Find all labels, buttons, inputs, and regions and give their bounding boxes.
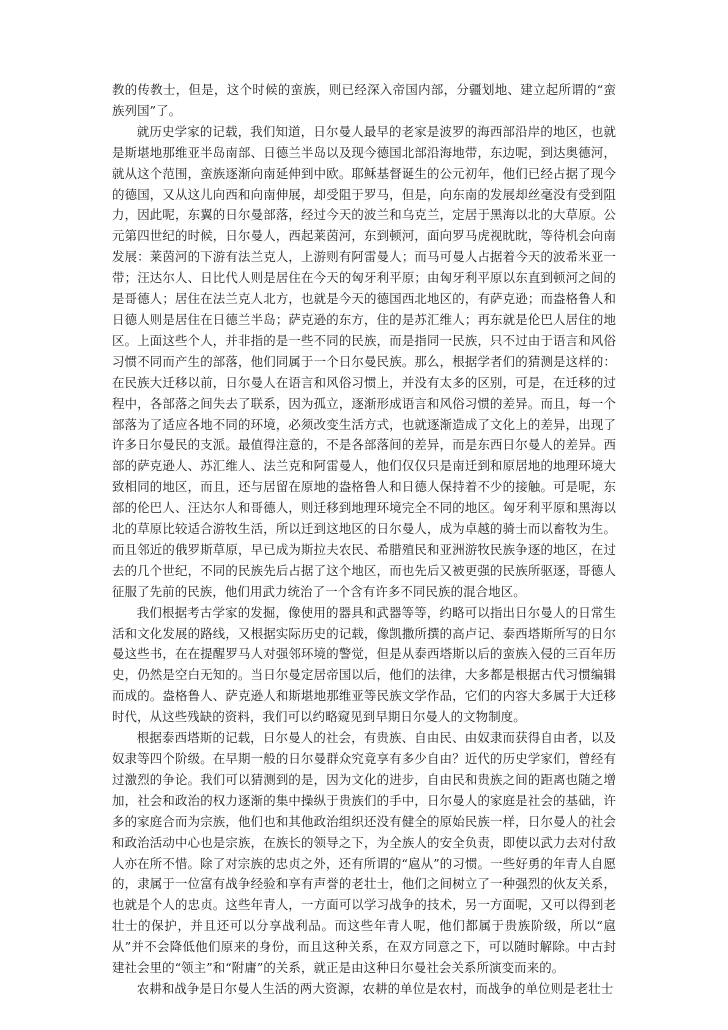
paragraph-2: 就历史学家的记载，我们知道，日尔曼人最早的老家是波罗的海西部沿岸的地区，也就是斯堪地那维亚半岛南部、日德兰半岛以及现今德国北部沿海地带，东边呢，到达奥德河，就从这个范围，蛮族逐渐向南延伸到中欧。耶稣基督诞生的公元初年，他们已经占据了现今的德国，又从这儿向西和向南伸展，却受阻于罗马，但是，向东南的发展却丝毫没有受到阻力，因此呢，东翼的日尔曼部落，经过今天的波兰和乌克兰，定居于黑海以北的大草原。公元第四世纪的时候，日尔曼人，西起莱茵河，东到顿河，面向罗马虎视眈眈，等待机会向南发展：莱茵河的下游有法兰克人，上游则有阿雷曼人；而马可曼人占据着今天的波希米亚一带；汪达尔人、日比代人则是居住在今天的匈牙利平原；由匈牙利平原以东直到顿河之间的是哥德人；居住在法兰克人北方，也就是今天的德国西北地区的，有萨克逊；而盎格鲁人和日德人则是居住在日德兰半岛；萨克逊的东方，住的是苏汇维人；再东就是伦巴人居住的地区。上面这些个人，并非指的是一些不同的民族，而是指同一民族，只不过由于语言和风俗习惯不同而产生的部落，他们同属于一个日尔曼民族。那么，根据学者们的猜测是这样的：在民族大迁移以前，日尔曼人在语言和风俗习惯上，并没有太多的区别，可是，在迁移的过程中，各部落之间失去了联系，因为孤立，逐渐形成语言和风俗习惯的差异。而且，每一个部落为了适应各地不同的环境，必须改变生活方式，也就逐渐造成了文化上的差异，出现了许多日尔曼民的支派。最值得注意的，不是各部落间的差异，而是东西日尔曼人的差异。西部的萨克逊人、苏汇维人、法兰克和阿雷曼人，他们仅仅只是南迁到和原居地的地理环境大致相同的地区，而且，还与居留在原地的盎格鲁人和日德人保持着不少的接触。可是呢，东部的伦巴人、汪达尔人和哥德人，则迁移到地理环境完全不同的地区。匈牙利平原和黑海以北的草原比较适合游牧生活，所以迁到这地区的日尔曼人，成为卓越的骑士而以畜牧为生。而且邻近的俄罗斯草原，早已成为斯拉夫农民、希腊殖民和亚洲游牧民族争逐的地区，在过去的几个世纪，不同的民族先后占据了这个地区，而也先后又被更强的民族所驱逐，哥德人征服了先前的民族，他们用武力统治了一个含有许多不同民族的混合地区。 (112, 123, 616, 599)
paragraph-3: 我们根据考古学家的发掘，像使用的器具和武器等等，约略可以指出日尔曼人的日常生活和文化发展的路线，又根据实际历史的记载，像凯撒所撰的高卢记、泰西塔斯所写的日尔曼这些书，在在提醒罗马人对强邻环境的警觉，但是从泰西塔斯以后的蛮族入侵的三百年历史，仍然是空白无知的。当日尔曼定居帝国以后，他们的法律，大多都是根据古代习惯编辑而成的。盎格鲁人、萨克逊人和斯堪地那维亚等民族文学作品，它们的内容大多属于大迁移时代，从这些残缺的资料，我们可以约略窥见到早期日尔曼人的文物制度。 (112, 604, 616, 725)
paragraph-5: 农耕和战争是日尔曼人生活的两大资源，农耕的单位是农村，而战争的单位则是老壮士 (136, 980, 614, 996)
paragraph-4: 根据泰西塔斯的记载，日尔曼人的社会，有贵族、自由民、由奴隶而获得自由者，以及奴隶等四个阶级。在早期一般的日尔曼群众究竟享有多少自由？近代的历史学家们，曾经有过激烈的争论。我们可以猜测到的是，因为文化的进步，自由民和贵族之间的距离也随之增加，社会和政治的权力逐渐的集中操纵于贵族们的手中，日尔曼人的家庭是社会的基础，许多的家庭合而为宗族，他们也和其他政治组织还没有健全的原始民族一样，日尔曼人的社会和政治活动中心也是宗族，在族长的领导之下，为全族人的安全负责，即使以武力去对付敌人亦在所不惜。除了对宗族的忠贞之外，还有所谓的“扈从”的习惯。一些好勇的年青人自愿的，隶属于一位富有战争经验和享有声誉的老壮士，他们之间树立了一种强烈的伙友关系，也就是个人的忠贞。这些年青人，一方面可以学习战争的技术，另一方面呢，又可以得到老壮士的保护，并且还可以分享战利品。而这些年青人呢，他们都属于贵族阶级，所以“扈从”并不会降低他们原来的身份，而且这种关系，在双方同意之下，可以随时解除。中古封建社会里的“领主”和“附庸”的关系，就正是由这种日尔曼社会关系所演变而来的。 (112, 730, 616, 976)
paragraph-1: 教的传教士，但是，这个时候的蛮族，则已经深入帝国内部，分疆划地、建立起所谓的“蛮族列国”了。 (112, 82, 616, 118)
document-page (112, 80, 616, 1000)
